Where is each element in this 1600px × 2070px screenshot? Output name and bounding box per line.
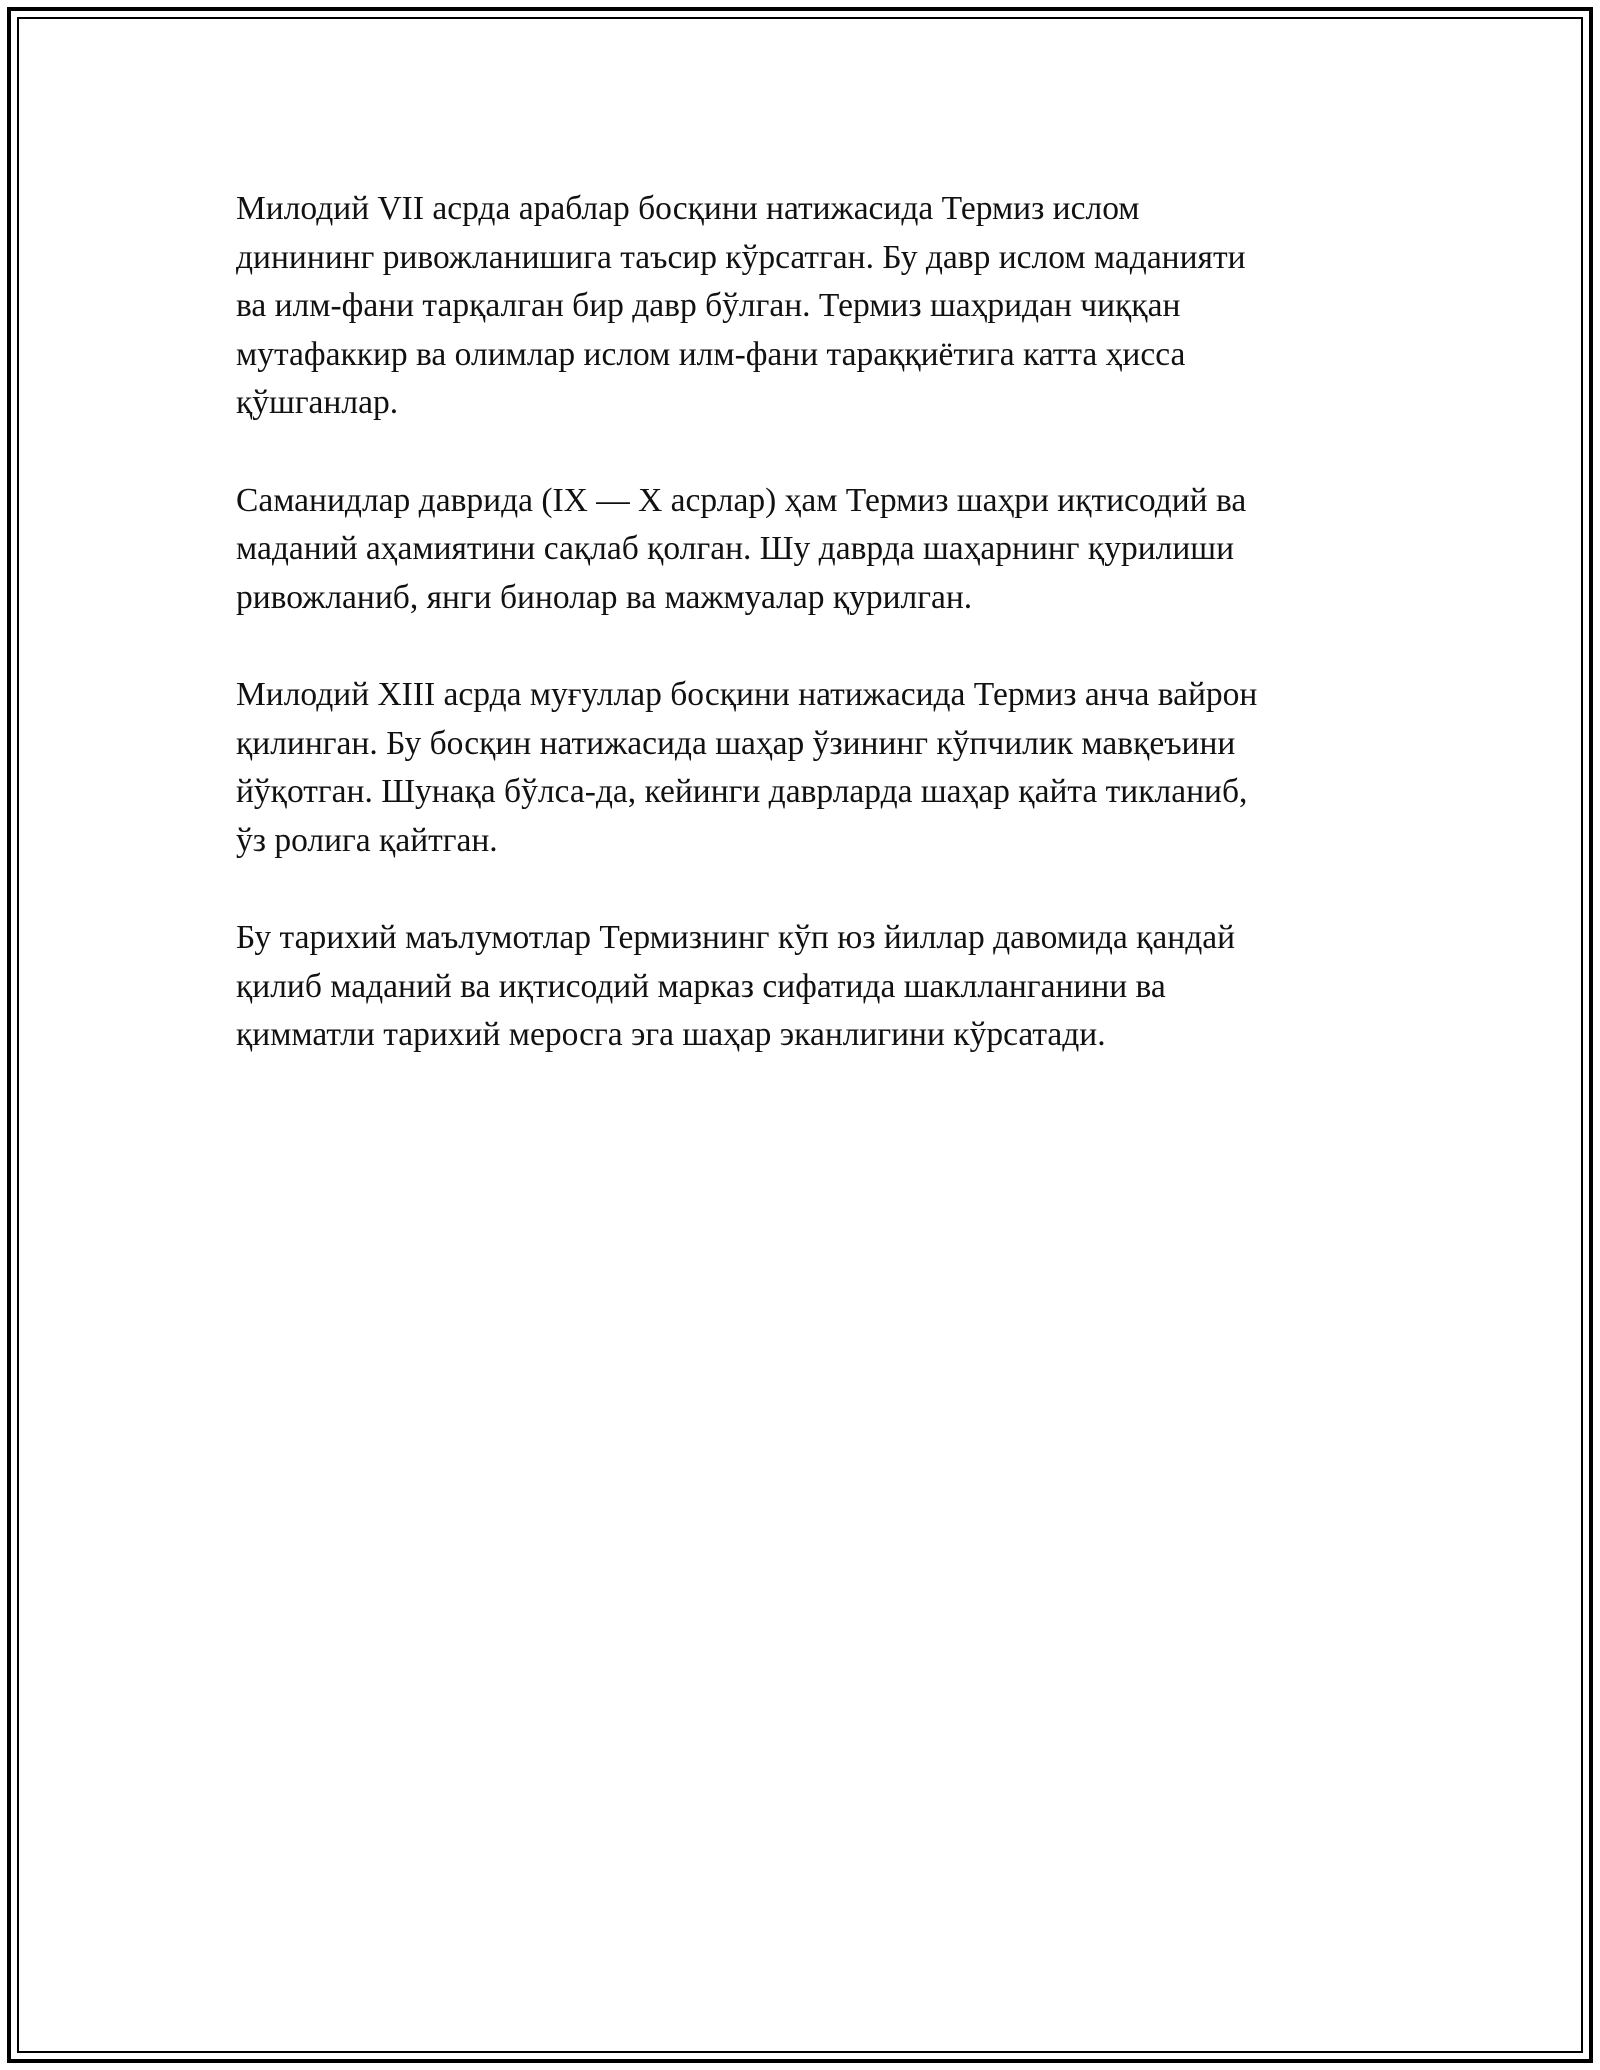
text-line: мутафаккир ва олимлар ислом илм-фани тараққиётига катта ҳисса <box>236 335 1186 373</box>
text-line: ва илм-фани тарқалган бир давр бўлган. Термиз шаҳридан чиққан <box>236 287 1181 325</box>
text-line: ўз ролига қайтган. <box>236 821 498 859</box>
text-line: йўқотган. Шунақа бўлса-да, кейинги даврларда шаҳар қайта тикланиб, <box>236 773 1248 811</box>
text-line: Милодий XIII асрда муғуллар босқини натижасида Термиз анча вайрон <box>236 675 1258 713</box>
text-line: қилиб маданий ва иқтисодий марказ сифатида шаклланганини ва <box>236 967 1166 1005</box>
text-line: маданий аҳамиятини сақлаб қолган. Шу даврда шаҳарнинг қурилиши <box>236 530 1234 568</box>
text-line: қилинган. Бу босқин натижасида шаҳар ўзининг кўпчилик мавқеъини <box>236 724 1236 762</box>
paragraph-2 <box>236 477 1376 623</box>
text-line: динининг ривожланишига таъсир кўрсатган. Бу давр ислом маданияти <box>236 238 1246 276</box>
paragraph-4 <box>236 914 1376 1060</box>
text-line: Милодий VII асрда араблар босқини натижасида Термиз ислом <box>236 190 1140 227</box>
paragraph-1 <box>236 185 1376 428</box>
paragraph-3 <box>236 671 1376 865</box>
text-line: Бу тарихий маълумотлар Термизнинг кўп юз йиллар давомида қандай <box>236 918 1236 956</box>
text-line: қўшганлар. <box>236 384 399 422</box>
text-line: қимматли тарихий меросга эга шаҳар эканлигини кўрсатади. <box>236 1016 1106 1054</box>
text-line: ривожланиб, янги бинолар ва мажмуалар қурилган. <box>236 578 973 616</box>
text-line: Саманидлар даврида (IX — X асрлар) ҳам Термиз шаҳри иқтисодий ва <box>236 481 1247 519</box>
document-body <box>236 185 1376 1108</box>
